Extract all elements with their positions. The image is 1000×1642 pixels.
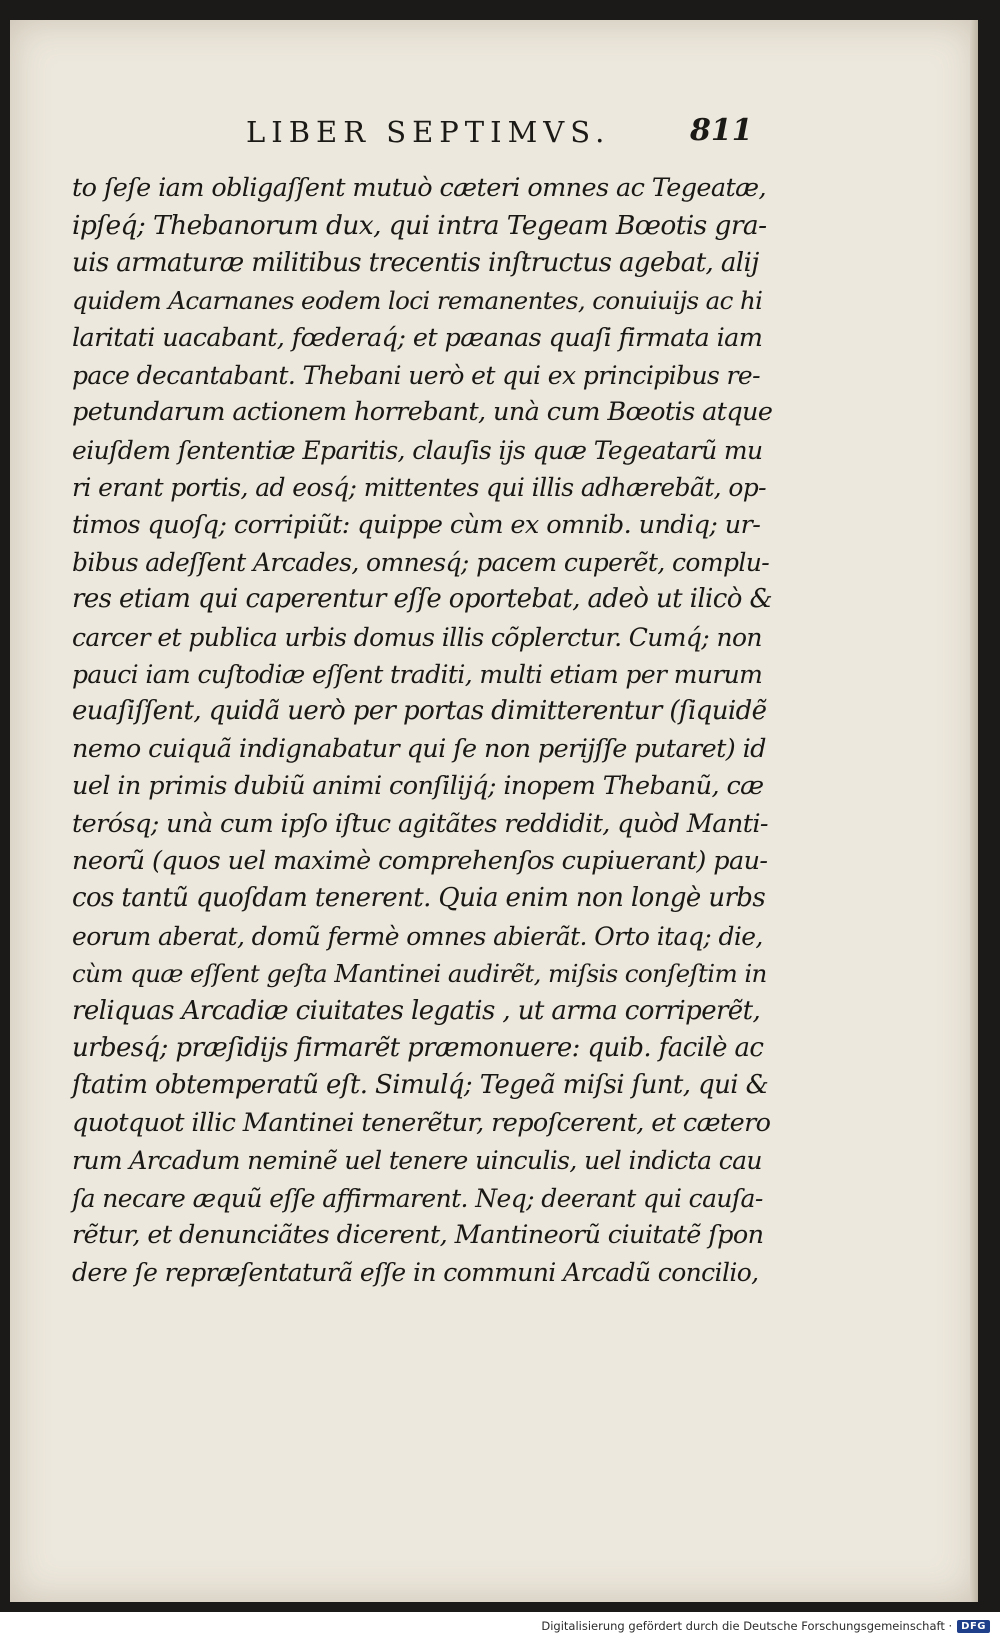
- text-line: res etiam qui caperentur eſſe oportebat, adeò ut ilicò &: [72, 584, 772, 615]
- text-line: ſtatim obtemperatũ eſt. Simulq́; Tegeã miſsi ſunt, qui &: [72, 1070, 769, 1101]
- text-line: bibus adeſſent Arcades, omnesq́; pacem cuperẽt, complu-: [72, 547, 770, 577]
- text-line: nemo cuiquã indignabatur qui ſe non perijſſe putaret) id: [72, 733, 766, 764]
- text-line: timos quoſq; corripiũt: quippe cùm ex omnib. undiq; ur-: [72, 509, 761, 540]
- text-line: ſa necare æquũ eſſe affirmarent. Neq; deerant qui cauſa-: [72, 1183, 763, 1213]
- text-line: quotquot illic Mantinei tenerẽtur, repoſcerent, et cætero: [72, 1107, 771, 1138]
- footer-text: Digitalisierung gefördert durch die Deutsche Forschungsgemeinschaft ·: [541, 1619, 953, 1633]
- text-line: quidem Acarnanes eodem loci remanentes, conuiuijs ac hi: [72, 286, 763, 316]
- page-edge: [970, 20, 978, 1602]
- text-line: rẽtur, et denunciãtes dicerent, Mantineorũ ciuitatẽ ſpon: [72, 1219, 764, 1250]
- text-line: eorum aberat, domũ fermè omnes abierãt. Orto itaq; die,: [72, 921, 763, 951]
- text-line: uis armaturæ militibus trecentis inſtructus agebat, alij: [72, 247, 759, 278]
- text-line: cos tantũ quoſdam tenerent. Quia enim non longè urbs: [72, 883, 766, 914]
- text-line: euaſiſſent, quidã uerò per portas dimitterentur (ſiquidẽ: [72, 696, 767, 727]
- text-block: [72, 170, 772, 1292]
- dfg-logo: DFG: [957, 1620, 990, 1633]
- text-line: eiuſdem ſententiæ Eparitis, clauſis ijs quæ Tegeatarũ mu: [72, 435, 763, 465]
- text-line: ipſeq́; Thebanorum dux, qui intra Tegeam Bœotis gra-: [72, 210, 767, 242]
- text-line: neorũ (quos uel maximè comprehenſos cupiuerant) pau-: [72, 846, 768, 877]
- book-page: [10, 20, 978, 1602]
- text-line: cùm quæ eſſent geſta Mantinei audirẽt, miſsis conſeſtim in: [72, 959, 767, 989]
- text-line: rum Arcadum neminẽ uel tenere uinculis, uel indicta cau: [72, 1146, 762, 1176]
- text-line: laritati uacabant, fœderaq́; et pæanas quaſi firmata iam: [72, 322, 763, 353]
- text-line: uel in primis dubiũ animi conſilijq́; inopem Thebanũ, cæ: [72, 771, 764, 802]
- footer-credit: [541, 1619, 990, 1633]
- text-line: pace decantabant. Thebani uerò et qui ex principibus re-: [72, 360, 760, 390]
- text-line: pauci iam cuſtodiæ eſſent traditi, multi etiam per murum: [72, 660, 763, 690]
- text-line: urbesq́; præſidijs firmarẽt præmonuere: quib. facilè ac: [72, 1032, 764, 1063]
- text-line: reliquas Arcadiæ ciuitates legatis , ut arma corriperẽt,: [72, 995, 761, 1026]
- page-number: 811: [690, 113, 753, 148]
- text-line: terósq; unà cum ipſo iſtuc agitãtes reddidit, quòd Manti-: [72, 808, 768, 839]
- text-line: carcer et publica urbis domus illis cõplerctur. Cumq́; non: [72, 622, 762, 652]
- text-line: to ſeſe iam obligaſſent mutuò cæteri omnes ac Tegeatæ,: [72, 173, 767, 203]
- text-line: ri erant portis, ad eosq́; mittentes qui illis adhærebãt, op-: [72, 473, 767, 503]
- text-line: dere ſe repræſentaturã eſſe in communi Arcadũ concilio,: [72, 1258, 759, 1288]
- text-line: petundarum actionem horrebant, unà cum Bœotis atque: [72, 397, 773, 428]
- running-head: LIBER SEPTIMVS.: [246, 115, 611, 149]
